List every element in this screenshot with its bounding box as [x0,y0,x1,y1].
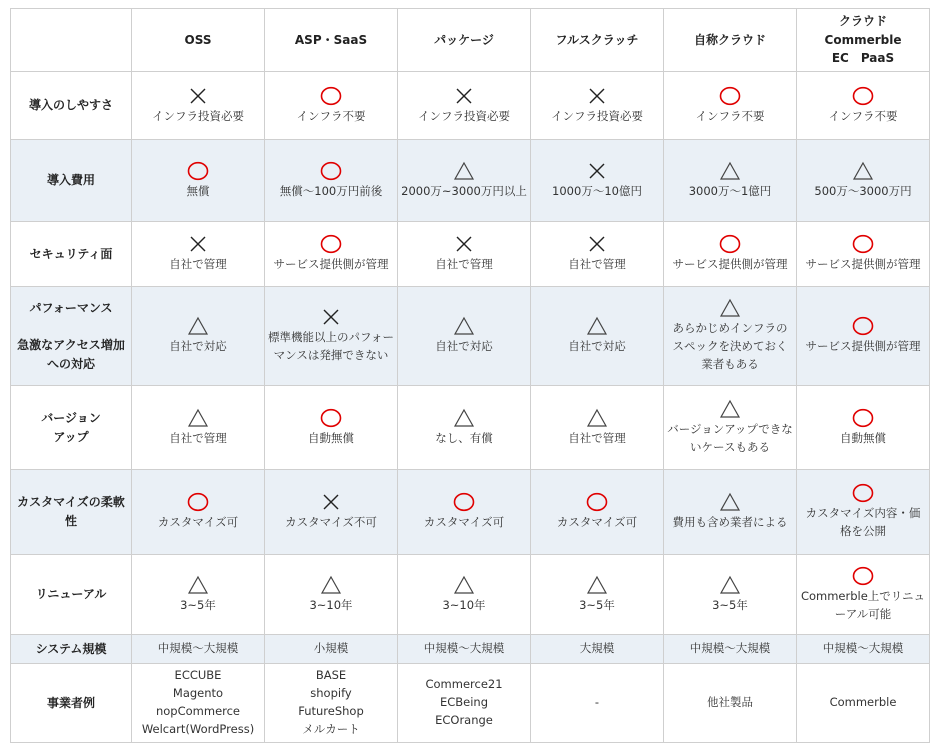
cell-note: インフラ投資必要 [418,108,510,123]
cell-note: 3~10年 [442,597,486,612]
table-cell [664,635,797,664]
cell-note: 自社で管理 [169,430,227,445]
circle-symbol [320,234,342,254]
triangle-symbol [586,316,608,336]
cell-note: 3~5年 [180,597,216,612]
table-cell [265,470,398,555]
cross-symbol [586,86,608,106]
row-header [11,72,132,140]
column-header-line: EC PaaS [831,51,895,66]
circle-symbol [320,408,342,428]
table-cell [664,140,797,222]
table-cell [265,635,398,664]
table-cell [531,287,664,386]
cell-note: 自社で管理 [169,257,227,272]
cell-line: ECCUBE [174,668,222,683]
triangle-symbol [719,492,741,512]
table-row [11,555,930,635]
cell-note: なし、有償 [435,430,493,445]
circle-symbol [320,86,342,106]
cell-line: ECBeing [439,695,489,710]
table-cell [797,287,930,386]
circle-symbol [320,161,342,181]
cell-note: インフラ投資必要 [551,108,643,123]
circle-symbol [852,483,874,503]
cell-note: 中規模～大規模 [423,641,505,656]
table-cell [531,140,664,222]
triangle-symbol [187,408,209,428]
table-row [11,140,930,222]
table-cell [797,72,930,140]
cell-note: インフラ不要 [296,108,366,123]
table-cell [531,222,664,287]
table-cell [664,72,797,140]
triangle-symbol [453,408,475,428]
table-cell [531,72,664,140]
table-cell [797,555,930,635]
comparison-table [10,8,930,743]
cell-note: 自社で対応 [568,339,626,354]
row-header [11,635,132,664]
triangle-symbol [586,408,608,428]
cell-line: ECOrange [435,712,493,727]
row-header [11,386,132,470]
table-cell [797,386,930,470]
table-cell [797,222,930,287]
table-cell [531,555,664,635]
circle-symbol [187,161,209,181]
cell-note: インフラ投資必要 [152,108,244,123]
table-cell [797,140,930,222]
row-header-line: 導入費用 [46,173,95,188]
cell-note: サービス提供側が管理 [273,257,389,272]
cell-note: インフラ不要 [828,108,898,123]
cell-note: カスタマイズ可 [423,515,505,530]
table-row [11,222,930,287]
table-row [11,72,930,140]
table-cell [531,386,664,470]
column-header: ASP・SaaS [265,9,398,72]
table-body [11,72,930,743]
row-header-line: バージョン [41,410,101,425]
cell-line: Magento [172,686,224,701]
cell-note: 大規模 [579,641,615,656]
row-header-line: 性 [64,514,77,528]
cell-note: 費用も含め業者による [672,515,788,530]
table-cell [132,72,265,140]
triangle-symbol [320,575,342,595]
cell-note: Commerble [829,695,897,710]
column-header: OSS [132,9,265,72]
cell-note: Commerble上でリニューアル可能 [800,588,926,621]
table-cell [664,222,797,287]
cell-note: カスタマイズ可 [157,515,239,530]
cell-note: サービス提供側が管理 [805,257,921,272]
cell-note: - [594,695,600,710]
table-cell [664,386,797,470]
table-row [11,386,930,470]
table-cell [664,470,797,555]
circle-symbol [852,86,874,106]
table-cell [132,635,265,664]
triangle-symbol [719,399,741,419]
table-cell [265,222,398,287]
cell-note: カスタマイズ内容・価格を公開 [805,506,921,538]
triangle-symbol [852,161,874,181]
row-header-line: リニューアル [35,587,107,602]
cross-symbol [320,307,342,327]
table-cell [398,664,531,743]
table-cell [132,140,265,222]
cell-note: 自社で管理 [435,257,493,272]
row-header-line: 導入のしやすさ [28,98,113,113]
cross-symbol [586,234,608,254]
table-cell [265,140,398,222]
table-row [11,664,930,743]
cross-symbol [453,234,475,254]
table-cell [531,664,664,743]
row-header-line: カスタマイズの柔軟 [17,495,125,510]
circle-symbol [852,408,874,428]
column-header: パッケージ [398,9,531,72]
cell-line: FutureShop [298,704,364,718]
cross-symbol [187,86,209,106]
cell-note: 中規模～大規模 [689,641,771,656]
row-header-line: パフォーマンス [29,300,113,315]
cell-line: Commerce21 [425,677,503,692]
cross-symbol [187,234,209,254]
table-cell [398,635,531,664]
triangle-symbol [453,161,475,181]
row-header-line: アップ [53,429,89,444]
triangle-symbol [453,575,475,595]
triangle-symbol [719,575,741,595]
cell-note: 自社で管理 [568,430,626,445]
cell-note: あらかじめインフラのスペックを決めておく業者もある [672,321,788,371]
table-cell [132,222,265,287]
row-header [11,664,132,743]
cell-note: 無償～100万円前後 [279,183,383,198]
cross-symbol [320,492,342,512]
triangle-symbol [719,161,741,181]
cell-note: サービス提供側が管理 [672,257,788,272]
table-cell [132,664,265,743]
cell-note: 中規模～大規模 [157,641,239,656]
cell-note: 3~5年 [712,597,748,612]
row-header [11,555,132,635]
circle-symbol [719,86,741,106]
column-header [797,9,930,72]
triangle-symbol [719,298,741,318]
row-header [11,287,132,386]
row-header-line [14,317,128,336]
circle-symbol [187,492,209,512]
cell-line: shopify [310,686,352,701]
table-cell [132,287,265,386]
table-cell [132,386,265,470]
cell-note: 自社で管理 [568,257,626,272]
cross-symbol [453,86,475,106]
cell-note: 無償 [186,183,210,198]
cell-note: 3~10年 [309,597,353,612]
circle-symbol [852,316,874,336]
cell-line: nopCommerce [155,704,241,718]
table-cell [398,222,531,287]
triangle-symbol [187,316,209,336]
table-row [11,470,930,555]
row-header-line: 急激なアクセス増加 [17,338,125,352]
table-cell [664,664,797,743]
circle-symbol [719,234,741,254]
table-cell [398,72,531,140]
table-cell [265,664,398,743]
cell-note: 小規模 [313,641,349,656]
table-cell [265,72,398,140]
cell-note: 自動無償 [308,430,354,445]
table-cell [531,470,664,555]
triangle-symbol [187,575,209,595]
table-cell [132,470,265,555]
table-row [11,635,930,664]
cell-line: Welcart(WordPress) [141,721,255,736]
column-header-line: クラウド [838,14,887,29]
table-cell [398,140,531,222]
triangle-symbol [586,575,608,595]
column-header-line: Commerble [824,32,902,47]
table-cell [797,664,930,743]
column-header: フルスクラッチ [531,9,664,72]
table-cell [132,555,265,635]
cell-note: 自社で対応 [169,339,227,354]
circle-symbol [852,566,874,586]
table-cell [531,635,664,664]
corner-cell [11,9,132,72]
table-row [11,287,930,386]
row-header [11,140,132,222]
table-cell [398,555,531,635]
row-header-line: への対応 [46,356,95,371]
circle-symbol [453,492,475,512]
cell-note: 自動無償 [840,430,886,445]
column-header: 自称クラウド [664,9,797,72]
cell-note: 2000万~3000万円以上 [401,183,527,198]
table-cell [265,555,398,635]
triangle-symbol [453,316,475,336]
row-header-line: セキュリティ面 [29,246,113,261]
cell-note: 中規模～大規模 [822,641,904,656]
row-header-line: 事業者例 [46,695,95,710]
table-cell [664,555,797,635]
cell-note: 500万～3000万円 [814,183,912,198]
row-header [11,470,132,555]
table-cell [797,470,930,555]
circle-symbol [852,234,874,254]
cell-line: BASE [315,668,347,683]
table-cell [398,287,531,386]
cell-note: 自社で対応 [435,339,493,354]
header-row [11,9,930,72]
cross-symbol [586,161,608,181]
table-cell [398,386,531,470]
cell-note: 他社製品 [707,695,753,710]
table-cell [797,635,930,664]
cell-note: サービス提供側が管理 [805,339,921,354]
row-header-line: システム規模 [35,641,107,656]
cell-note: 3~5年 [579,597,615,612]
row-header [11,222,132,287]
table-cell [398,470,531,555]
table-cell [265,287,398,386]
cell-note: カスタマイズ不可 [285,515,377,530]
cell-note: 標準機能以上のパフォーマンスは発揮できない [268,330,394,362]
cell-note: バージョンアップできないケースもある [667,421,793,454]
cell-note: 3000万～1億円 [688,183,772,198]
cell-note: 1000万～10億円 [552,183,642,198]
cell-line: メルカート [302,721,360,736]
cell-note: インフラ不要 [695,108,765,123]
circle-symbol [586,492,608,512]
cell-note: カスタマイズ可 [556,515,638,530]
table-cell [265,386,398,470]
table-cell [664,287,797,386]
